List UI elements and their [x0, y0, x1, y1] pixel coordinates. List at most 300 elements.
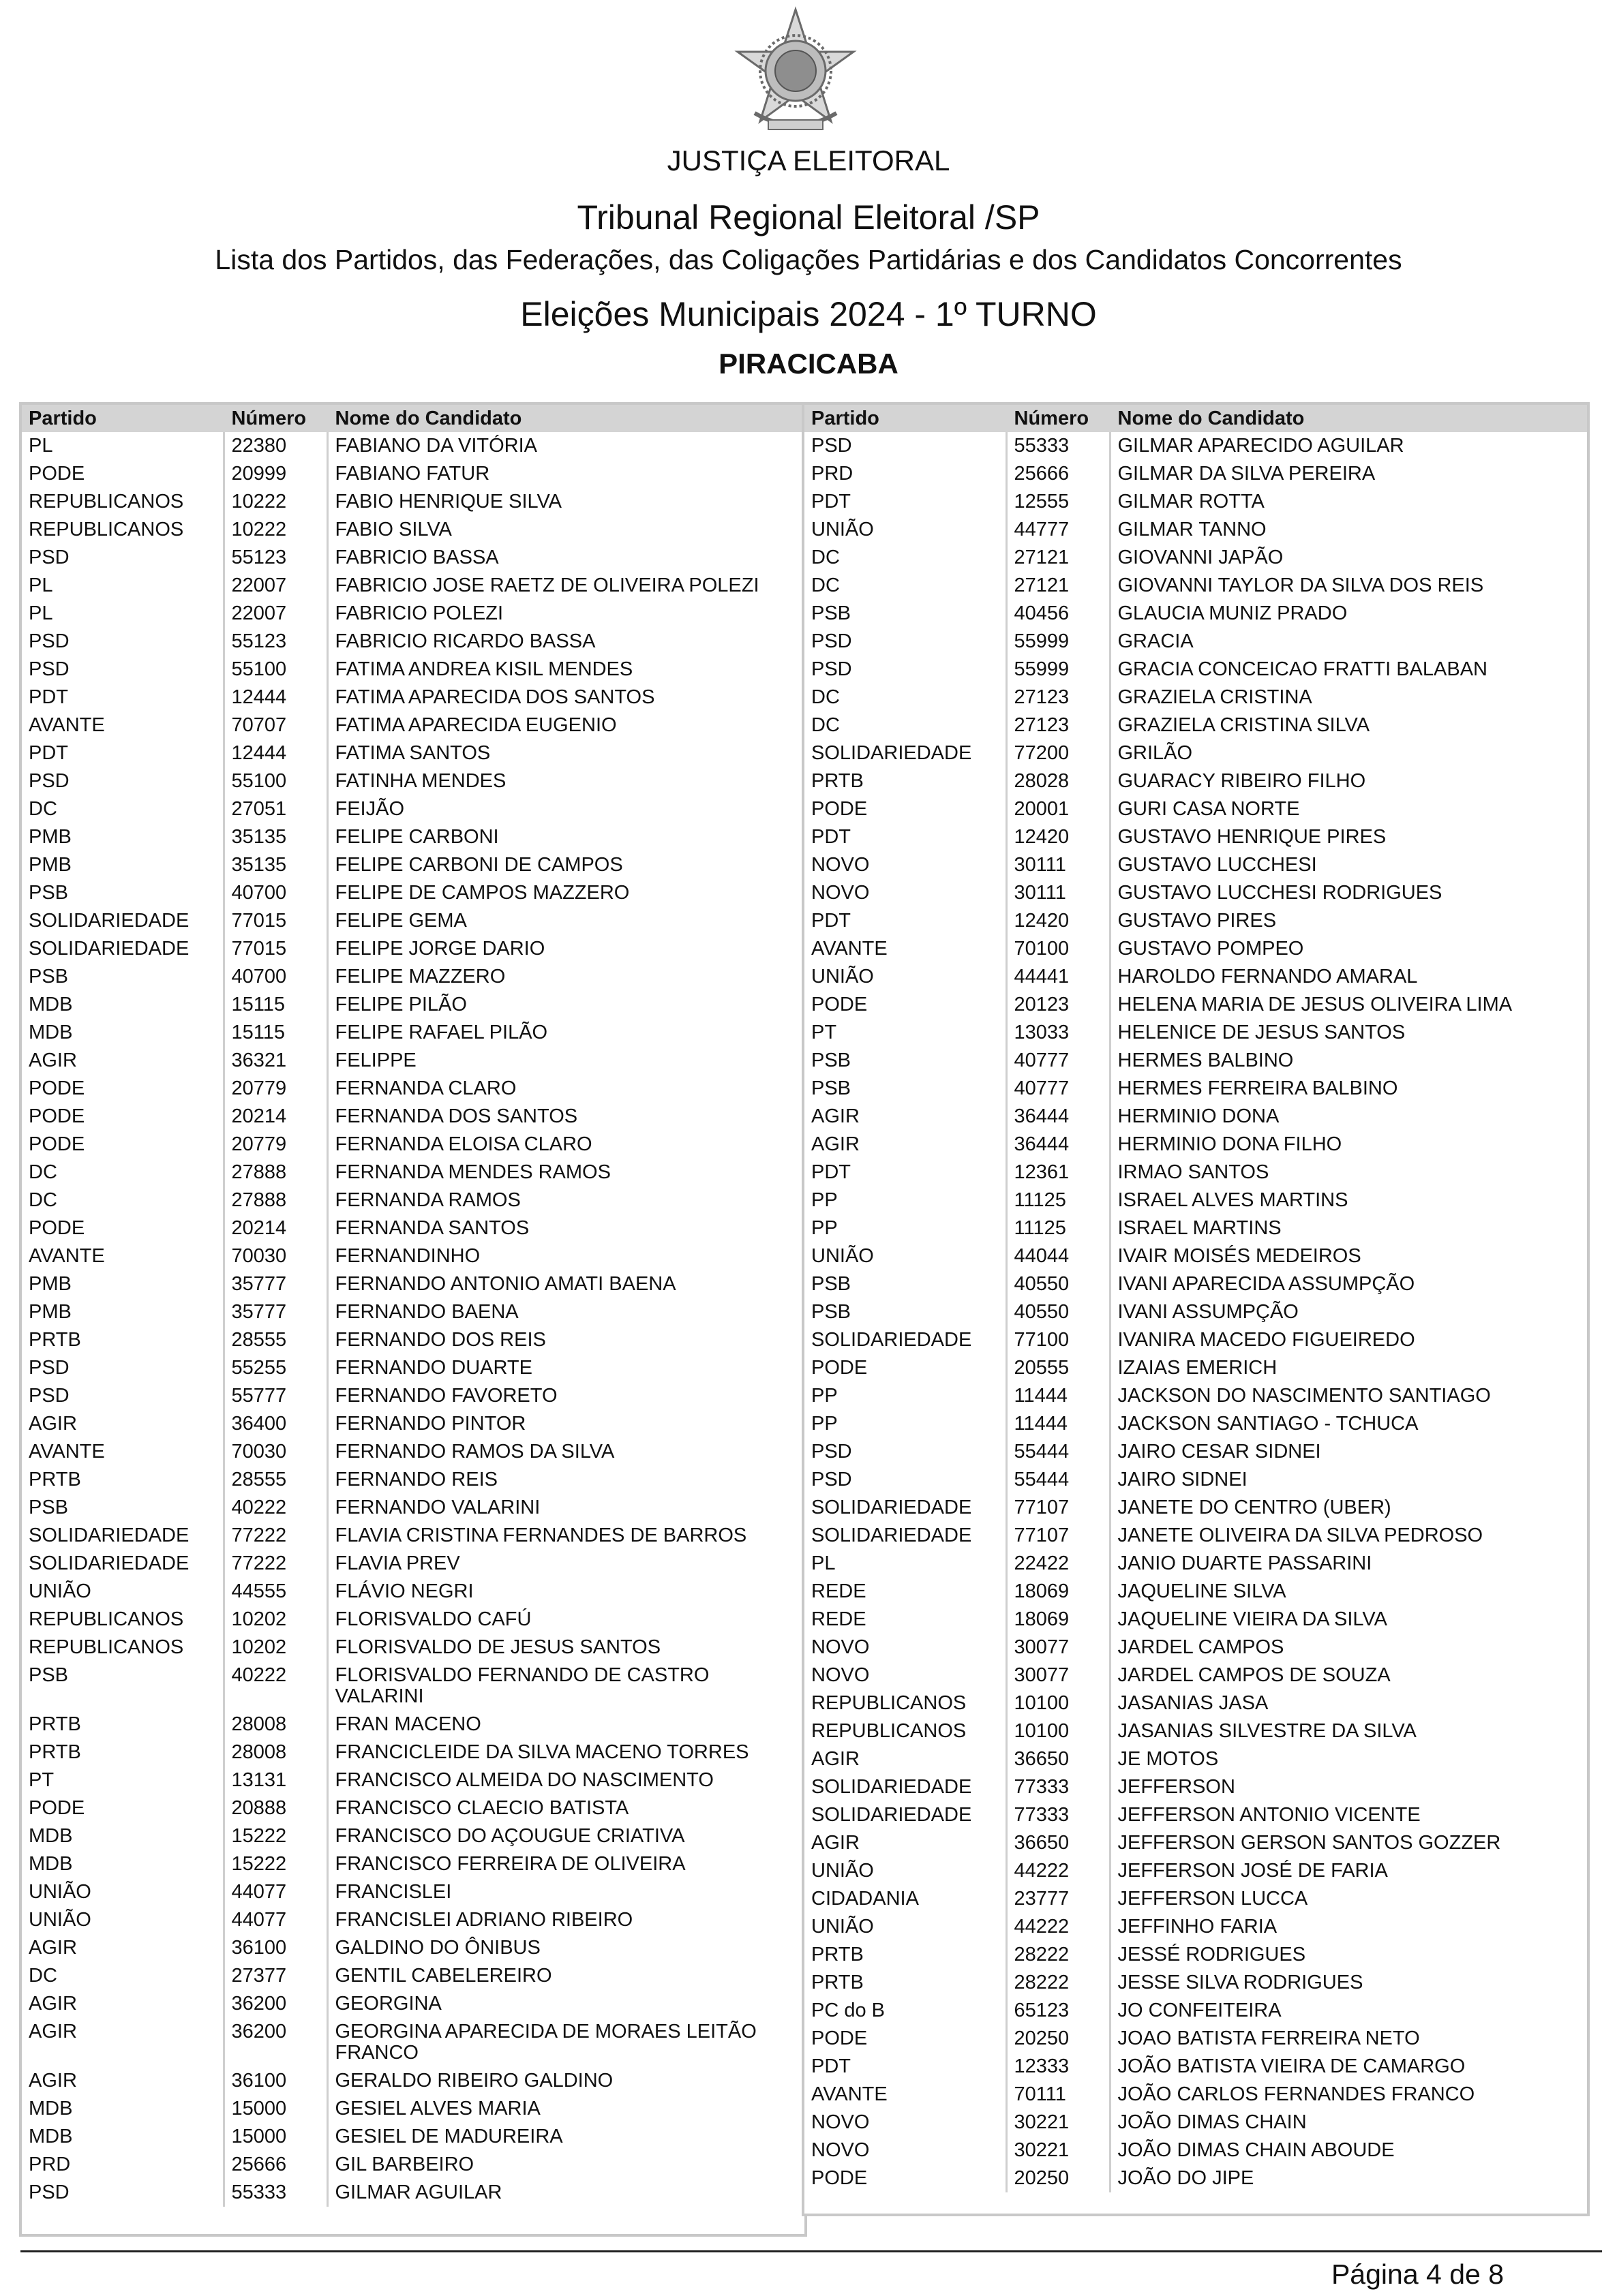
table-row: [804, 1103, 1587, 1131]
cell-numero: 44044: [1006, 1242, 1110, 1270]
table-row: [22, 1131, 804, 1159]
cell-numero: 20001: [1006, 795, 1110, 823]
table-row: [22, 1739, 804, 1766]
cell-numero: 20888: [224, 1794, 327, 1822]
cell-partido: PSD: [22, 656, 224, 684]
cell-nome: JEFFERSON JOSÉ DE FARIA: [1117, 1860, 1388, 1882]
cell-nome: FRANCISCO DO AÇOUGUE CRIATIVA: [335, 1825, 685, 1847]
table-row: [22, 516, 804, 544]
cell-partido: PSB: [804, 1298, 1006, 1326]
cell-partido: UNIÃO: [804, 963, 1006, 991]
cell-numero: 30111: [1006, 879, 1110, 907]
cell-partido: PODE: [804, 991, 1006, 1019]
cell-nome: FABRICIO BASSA: [335, 547, 499, 568]
cell-nome: FLÁVIO NEGRI: [335, 1580, 474, 1602]
table-row: [22, 1382, 804, 1410]
table-row: [22, 963, 804, 991]
table-row: [22, 711, 804, 739]
table-row: [22, 1326, 804, 1354]
cell-partido: PRTB: [804, 1941, 1006, 1969]
cell-numero: 25666: [1006, 460, 1110, 488]
table-row: [22, 1766, 804, 1794]
cell-nome: FATIMA SANTOS: [335, 742, 491, 764]
table-row: [22, 432, 804, 460]
cell-numero: 12444: [224, 739, 327, 767]
cell-partido: PDT: [804, 907, 1006, 935]
cell-nome: GLAUCIA MUNIZ PRADO: [1117, 602, 1348, 624]
cell-nome: GIOVANNI JAPÃO: [1117, 547, 1284, 568]
cell-nome: JOÃO BATISTA VIEIRA DE CAMARGO: [1117, 2055, 1466, 2077]
table-row: [22, 1794, 804, 1822]
cell-nome: IVANI APARECIDA ASSUMPÇÃO: [1117, 1273, 1415, 1295]
cell-partido: AGIR: [804, 1745, 1006, 1773]
column-header-partido: Partido: [804, 405, 1006, 432]
cell-nome: GUARACY RIBEIRO FILHO: [1117, 770, 1366, 792]
cell-numero: 77333: [1006, 1773, 1110, 1801]
cell-nome: FABRICIO JOSE RAETZ DE OLIVEIRA POLEZI: [335, 575, 759, 596]
cell-partido: PSD: [22, 767, 224, 795]
table-row: [804, 544, 1587, 572]
cell-numero: 44077: [224, 1878, 327, 1906]
cell-nome: JANETE DO CENTRO (UBER): [1117, 1497, 1391, 1518]
cell-nome: GUSTAVO LUCCHESI RODRIGUES: [1117, 882, 1442, 904]
table-row: [22, 1075, 804, 1103]
cell-partido: PP: [804, 1214, 1006, 1242]
cell-partido: MDB: [22, 1850, 224, 1878]
tribunal-title: Tribunal Regional Eleitoral /SP: [577, 198, 1040, 236]
cell-numero: 70030: [224, 1438, 327, 1466]
cell-numero: 55777: [224, 1382, 327, 1410]
table-header-row: [804, 405, 1587, 432]
cell-numero: 30077: [1006, 1662, 1110, 1689]
cell-nome: GRACIA: [1117, 630, 1194, 652]
cell-numero: 55444: [1006, 1466, 1110, 1494]
table-row: [804, 516, 1587, 544]
cell-nome: GILMAR AGUILAR: [335, 2182, 502, 2203]
cell-nome: ISRAEL ALVES MARTINS: [1117, 1189, 1348, 1211]
table-body: [22, 432, 804, 2207]
cell-nome: FELIPE JORGE DARIO: [335, 938, 545, 960]
cell-partido: AGIR: [22, 1410, 224, 1438]
cell-partido: AGIR: [22, 2067, 224, 2095]
cell-numero: 40777: [1006, 1075, 1110, 1103]
cell-numero: 20123: [1006, 991, 1110, 1019]
table-row: [804, 460, 1587, 488]
table-row: [22, 1103, 804, 1131]
cell-partido: PODE: [22, 1131, 224, 1159]
cell-partido: DC: [804, 684, 1006, 711]
cell-numero: 10222: [224, 516, 327, 544]
table-row: [22, 1662, 804, 1711]
cell-nome: FABRICIO RICARDO BASSA: [335, 630, 596, 652]
cell-partido: UNIÃO: [22, 1906, 224, 1934]
cell-nome: GESIEL ALVES MARIA: [335, 2098, 541, 2119]
cell-nome: GILMAR ROTTA: [1117, 491, 1265, 512]
cell-numero: 23777: [1006, 1885, 1110, 1913]
cell-numero: 36100: [224, 2067, 327, 2095]
cell-nome: GRAZIELA CRISTINA: [1117, 686, 1312, 708]
cell-partido: PSD: [804, 656, 1006, 684]
cell-numero: 10222: [224, 488, 327, 516]
cell-nome: JOAO BATISTA FERREIRA NETO: [1117, 2027, 1420, 2049]
cell-nome: GRAZIELA CRISTINA SILVA: [1117, 714, 1370, 736]
cell-nome: IRMAO SANTOS: [1117, 1161, 1269, 1183]
cell-numero: 55333: [1006, 432, 1110, 460]
table-row: [22, 1822, 804, 1850]
table-row: [804, 1131, 1587, 1159]
table-row: [804, 1941, 1587, 1969]
table-row: [22, 488, 804, 516]
table-row: [22, 1438, 804, 1466]
table-row: [804, 1801, 1587, 1829]
table-row: [804, 1578, 1587, 1606]
candidates-table-left: [19, 402, 807, 2237]
cell-nome: GILMAR DA SILVA PEREIRA: [1117, 463, 1376, 485]
cell-partido: PSB: [22, 879, 224, 907]
cell-nome: JE MOTOS: [1117, 1748, 1219, 1770]
cell-nome: FERNANDO DUARTE: [335, 1357, 532, 1379]
cell-numero: 11125: [1006, 1214, 1110, 1242]
cell-partido: MDB: [22, 1822, 224, 1850]
cell-partido: PSD: [22, 544, 224, 572]
cell-nome: FELIPE GEMA: [335, 910, 467, 932]
cell-nome: HERMINIO DONA FILHO: [1117, 1133, 1342, 1155]
table-row: [22, 600, 804, 628]
footer-divider: [20, 2250, 1602, 2252]
cell-nome: HELENA MARIA DE JESUS OLIVEIRA LIMA: [1117, 994, 1513, 1015]
cell-nome: JAIRO CESAR SIDNEI: [1117, 1441, 1321, 1463]
cell-numero: 30221: [1006, 2109, 1110, 2137]
cell-nome: JARDEL CAMPOS DE SOUZA: [1117, 1664, 1391, 1686]
cell-numero: 40550: [1006, 1298, 1110, 1326]
cell-numero: 40222: [224, 1494, 327, 1522]
table-row: [22, 1466, 804, 1494]
cell-numero: 77333: [1006, 1801, 1110, 1829]
cell-numero: 77107: [1006, 1522, 1110, 1550]
cell-nome: GENTIL CABELEREIRO: [335, 1965, 552, 1987]
column-header-numero: Número: [224, 405, 327, 432]
table-row: [804, 991, 1587, 1019]
table-row: [804, 1550, 1587, 1578]
column-header-numero: Número: [1006, 405, 1110, 432]
cell-partido: PC do B: [804, 1997, 1006, 2025]
table-row: [804, 1214, 1587, 1242]
cell-numero: 11125: [1006, 1187, 1110, 1214]
cell-nome: JACKSON DO NASCIMENTO SANTIAGO: [1117, 1385, 1491, 1407]
cell-nome: HERMES FERREIRA BALBINO: [1117, 1077, 1398, 1099]
table-row: [22, 684, 804, 711]
cell-nome: JANIO DUARTE PASSARINI: [1117, 1552, 1372, 1574]
table-row: [804, 1187, 1587, 1214]
cell-numero: 28555: [224, 1466, 327, 1494]
table-row: [804, 1466, 1587, 1494]
cell-partido: SOLIDARIEDADE: [22, 1550, 224, 1578]
table-row: [22, 1410, 804, 1438]
cell-partido: MDB: [22, 991, 224, 1019]
cell-numero: 77222: [224, 1522, 327, 1550]
cell-partido: SOLIDARIEDADE: [804, 1801, 1006, 1829]
table-row: [804, 572, 1587, 600]
cell-numero: 44441: [1006, 963, 1110, 991]
cell-numero: 77100: [1006, 1326, 1110, 1354]
cell-nome: FELIPPE: [335, 1050, 417, 1071]
cell-partido: PODE: [804, 2164, 1006, 2192]
cell-nome: HAROLDO FERNANDO AMARAL: [1117, 966, 1418, 988]
cell-nome: FERNANDA CLARO: [335, 1077, 517, 1099]
cell-partido: PMB: [22, 851, 224, 879]
cell-numero: 44077: [224, 1906, 327, 1934]
cell-nome: GUSTAVO PIRES: [1117, 910, 1277, 932]
table-row: [804, 1242, 1587, 1270]
cell-nome: GESIEL DE MADUREIRA: [335, 2126, 563, 2147]
cell-numero: 18069: [1006, 1606, 1110, 1634]
cell-partido: REPUBLICANOS: [804, 1717, 1006, 1745]
cell-partido: UNIÃO: [804, 1242, 1006, 1270]
cell-numero: 55333: [224, 2179, 327, 2207]
cell-numero: 55123: [224, 544, 327, 572]
cell-partido: PODE: [22, 1075, 224, 1103]
cell-nome: FATIMA APARECIDA DOS SANTOS: [335, 686, 655, 708]
cell-nome: FRANCISCO CLAECIO BATISTA: [335, 1797, 629, 1819]
cell-numero: 20999: [224, 460, 327, 488]
cell-partido: AGIR: [22, 2018, 224, 2067]
table-row: [22, 1934, 804, 1962]
cell-partido: REPUBLICANOS: [804, 1689, 1006, 1717]
cell-nome: JEFFERSON: [1117, 1776, 1235, 1798]
cell-nome: GUSTAVO HENRIQUE PIRES: [1117, 826, 1387, 848]
cell-nome: GILMAR TANNO: [1117, 519, 1267, 540]
cell-nome: FERNANDO RAMOS DA SILVA: [335, 1441, 615, 1463]
cell-partido: PP: [804, 1410, 1006, 1438]
cell-nome: JACKSON SANTIAGO - TCHUCA: [1117, 1413, 1419, 1435]
cell-partido: NOVO: [804, 879, 1006, 907]
table-row: [804, 1159, 1587, 1187]
cell-partido: PSD: [804, 432, 1006, 460]
cell-nome: FRANCISLEI ADRIANO RIBEIRO: [335, 1909, 633, 1931]
cell-partido: PRTB: [804, 767, 1006, 795]
cell-numero: 55999: [1006, 656, 1110, 684]
cell-nome: FRANCISLEI: [335, 1881, 452, 1903]
table-row: [804, 1298, 1587, 1326]
cell-partido: SOLIDARIEDADE: [22, 935, 224, 963]
cell-numero: 36444: [1006, 1131, 1110, 1159]
table-row: [804, 1997, 1587, 2025]
table-row: [804, 656, 1587, 684]
cell-partido: PSB: [804, 1047, 1006, 1075]
cell-partido: PMB: [22, 1298, 224, 1326]
cell-numero: 70030: [224, 1242, 327, 1270]
cell-nome: FABIANO FATUR: [335, 463, 490, 485]
cell-nome: FRANCISCO ALMEIDA DO NASCIMENTO: [335, 1769, 714, 1791]
cell-nome: JARDEL CAMPOS: [1117, 1636, 1284, 1658]
cell-nome: FABRICIO POLEZI: [335, 602, 504, 624]
cell-numero: 15000: [224, 2095, 327, 2123]
institution-title: JUSTIÇA ELEITORAL: [667, 144, 950, 177]
cell-nome: JASANIAS JASA: [1117, 1692, 1269, 1714]
cell-nome: FELIPE CARBONI: [335, 826, 499, 848]
cell-numero: 12420: [1006, 823, 1110, 851]
table-row: [804, 1689, 1587, 1717]
list-title: Lista dos Partidos, das Federações, das Coligações Partidárias e dos Candidatos Concorrentes: [215, 244, 1402, 275]
cell-partido: PRTB: [22, 1739, 224, 1766]
cell-partido: AVANTE: [22, 1438, 224, 1466]
table-row: [804, 1913, 1587, 1941]
cell-numero: 25666: [224, 2151, 327, 2179]
cell-partido: PDT: [22, 739, 224, 767]
cell-partido: REPUBLICANOS: [22, 1606, 224, 1634]
cell-partido: PDT: [22, 684, 224, 711]
cell-numero: 27123: [1006, 684, 1110, 711]
cell-partido: DC: [804, 572, 1006, 600]
cell-nome: FLORISVALDO DE JESUS SANTOS: [335, 1636, 661, 1658]
table-row: [22, 991, 804, 1019]
cell-numero: 12420: [1006, 907, 1110, 935]
cell-partido: PRD: [22, 2151, 224, 2179]
cell-numero: 40222: [224, 1662, 327, 1711]
table-row: [22, 1578, 804, 1606]
column-header-partido: Partido: [22, 405, 224, 432]
cell-numero: 15000: [224, 2123, 327, 2151]
cell-numero: 20779: [224, 1075, 327, 1103]
cell-numero: 36650: [1006, 1745, 1110, 1773]
table-row: [804, 1438, 1587, 1466]
cell-nome: IVAIR MOISÉS MEDEIROS: [1117, 1245, 1361, 1267]
table-row: [22, 1522, 804, 1550]
cell-nome: JOÃO DO JIPE: [1117, 2167, 1254, 2189]
cell-numero: 28222: [1006, 1941, 1110, 1969]
cell-numero: 44222: [1006, 1913, 1110, 1941]
cell-nome: JAQUELINE SILVA: [1117, 1580, 1286, 1602]
cell-nome: GUSTAVO POMPEO: [1117, 938, 1304, 960]
cell-numero: 35777: [224, 1270, 327, 1298]
cell-partido: PRTB: [22, 1466, 224, 1494]
cell-partido: SOLIDARIEDADE: [804, 1494, 1006, 1522]
cell-partido: SOLIDARIEDADE: [804, 1773, 1006, 1801]
cell-partido: PMB: [22, 1270, 224, 1298]
cell-numero: 70707: [224, 711, 327, 739]
cell-numero: 77222: [224, 1550, 327, 1578]
table-row: [22, 1019, 804, 1047]
cell-numero: 40456: [1006, 600, 1110, 628]
table-row: [804, 2109, 1587, 2137]
cell-nome: FRANCISCO FERREIRA DE OLIVEIRA: [335, 1853, 686, 1875]
cell-nome: FERNANDO FAVORETO: [335, 1385, 558, 1407]
table-row: [804, 1494, 1587, 1522]
table-row: [22, 823, 804, 851]
table-row: [22, 851, 804, 879]
cell-numero: 28222: [1006, 1969, 1110, 1997]
cell-numero: 22007: [224, 572, 327, 600]
cell-numero: 35135: [224, 823, 327, 851]
cell-numero: 55100: [224, 767, 327, 795]
table-row: [804, 1717, 1587, 1745]
table-row: [804, 795, 1587, 823]
cell-nome: JOÃO DIMAS CHAIN: [1117, 2111, 1307, 2133]
table-row: [804, 711, 1587, 739]
cell-partido: UNIÃO: [22, 1878, 224, 1906]
cell-numero: 10202: [224, 1634, 327, 1662]
cell-numero: 65123: [1006, 1997, 1110, 2025]
cell-numero: 36100: [224, 1934, 327, 1962]
cell-partido: MDB: [22, 1019, 224, 1047]
cell-numero: 27377: [224, 1962, 327, 1990]
table-row: [22, 739, 804, 767]
cell-numero: 20555: [1006, 1354, 1110, 1382]
table-row: [804, 1606, 1587, 1634]
cell-numero: 55444: [1006, 1438, 1110, 1466]
cell-nome: FATIMA ANDREA KISIL MENDES: [335, 658, 633, 680]
cell-partido: NOVO: [804, 1634, 1006, 1662]
cell-nome: FERNANDA DOS SANTOS: [335, 1105, 578, 1127]
table-row: [804, 1019, 1587, 1047]
cell-numero: 15115: [224, 991, 327, 1019]
cell-nome: GALDINO DO ÔNIBUS: [335, 1937, 541, 1959]
cell-nome: IZAIAS EMERICH: [1117, 1357, 1278, 1379]
cell-numero: 12333: [1006, 2053, 1110, 2081]
cell-nome: JOÃO CARLOS FERNANDES FRANCO: [1117, 2083, 1475, 2105]
cell-numero: 27121: [1006, 572, 1110, 600]
table-body: [804, 432, 1587, 2192]
cell-numero: 36650: [1006, 1829, 1110, 1857]
cell-nome: JO CONFEITEIRA: [1117, 2000, 1282, 2021]
table-row: [804, 1326, 1587, 1354]
cell-numero: 44222: [1006, 1857, 1110, 1885]
table-row: [804, 935, 1587, 963]
cell-numero: 55255: [224, 1354, 327, 1382]
table-row: [804, 432, 1587, 460]
cell-nome: FLORISVALDO CAFÚ: [335, 1608, 532, 1630]
cell-numero: 77015: [224, 935, 327, 963]
table-row: [22, 1711, 804, 1739]
cell-partido: PSD: [22, 2179, 224, 2207]
cell-nome: FERNANDA SANTOS: [335, 1217, 530, 1239]
cell-nome: FABIO HENRIQUE SILVA: [335, 491, 562, 512]
cell-numero: 27121: [1006, 544, 1110, 572]
cell-numero: 20779: [224, 1131, 327, 1159]
table-row: [804, 1410, 1587, 1438]
cell-nome: JEFFERSON GERSON SANTOS GOZZER: [1117, 1832, 1501, 1854]
cell-partido: AVANTE: [804, 935, 1006, 963]
cell-partido: PDT: [804, 1159, 1006, 1187]
table-row: [804, 684, 1587, 711]
cell-partido: AVANTE: [22, 1242, 224, 1270]
cell-partido: AVANTE: [22, 711, 224, 739]
cell-partido: AVANTE: [804, 2081, 1006, 2109]
table-row: [22, 1159, 804, 1187]
table-row: [804, 1382, 1587, 1410]
cell-numero: 36400: [224, 1410, 327, 1438]
cell-nome: FEIJÃO: [335, 798, 405, 820]
cell-numero: 77200: [1006, 739, 1110, 767]
cell-partido: UNIÃO: [804, 1913, 1006, 1941]
cell-partido: AGIR: [22, 1047, 224, 1075]
cell-numero: 36444: [1006, 1103, 1110, 1131]
cell-numero: 27888: [224, 1187, 327, 1214]
cell-nome: FERNANDO REIS: [335, 1469, 498, 1490]
cell-numero: 36321: [224, 1047, 327, 1075]
table-row: [804, 1354, 1587, 1382]
cell-partido: PSD: [804, 1466, 1006, 1494]
cell-partido: DC: [22, 1187, 224, 1214]
cell-nome: FRANCICLEIDE DA SILVA MACENO TORRES: [335, 1741, 749, 1763]
cell-nome: GILMAR APARECIDO AGUILAR: [1117, 435, 1404, 457]
cell-nome: FELIPE DE CAMPOS MAZZERO: [335, 882, 630, 904]
election-title: Eleições Municipais 2024 - 1º TURNO: [520, 295, 1097, 333]
cell-partido: PMB: [22, 823, 224, 851]
cell-partido: MDB: [22, 2123, 224, 2151]
table-row: [22, 907, 804, 935]
table-row: [22, 767, 804, 795]
